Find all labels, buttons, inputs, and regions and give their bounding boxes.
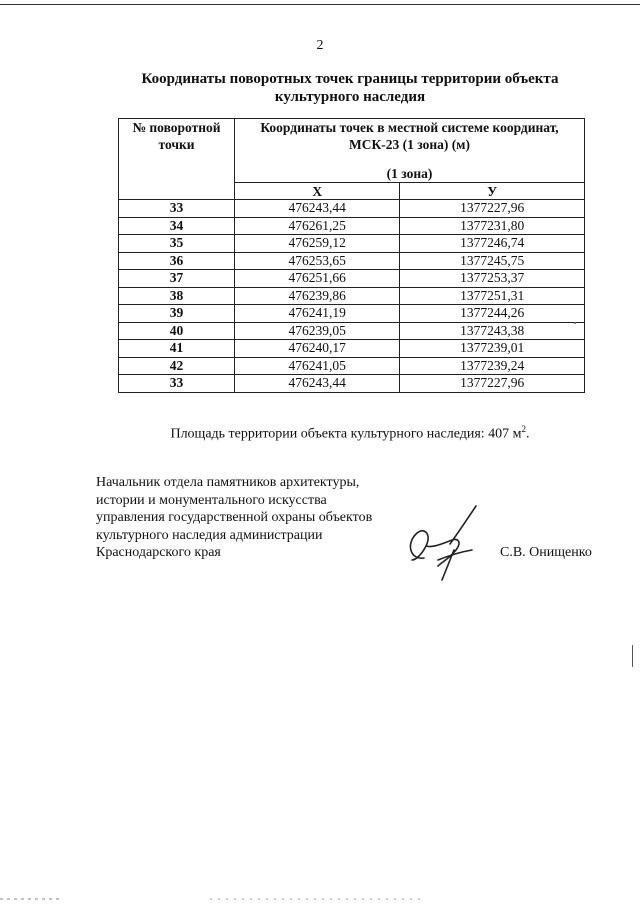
x-cell: 476261,25	[235, 217, 400, 235]
area-end: .	[526, 426, 530, 442]
y-cell: 1377239,24	[400, 357, 585, 375]
table-row	[119, 252, 585, 270]
y-cell: 1377251,31	[400, 287, 585, 305]
header-point-number	[119, 119, 235, 200]
table-row	[119, 270, 585, 288]
point-cell: 34	[119, 217, 235, 235]
signatory-title	[96, 474, 372, 562]
y-cell: 1377227,96	[400, 375, 585, 393]
header-coordinates	[235, 119, 585, 183]
x-cell: 476259,12	[235, 235, 400, 253]
point-cell: 41	[119, 340, 235, 358]
table-row	[119, 340, 585, 358]
table-row	[119, 375, 585, 393]
bottom-scan-marks	[0, 898, 640, 900]
signatory-line-4: культурного наследия администрации	[96, 527, 323, 543]
point-cell: 37	[119, 270, 235, 288]
y-cell: 1377253,37	[400, 270, 585, 288]
title-line-1: Координаты поворотных точек границы территории объекта	[141, 71, 559, 87]
point-cell: 36	[119, 252, 235, 270]
header-zone: (1 зона)	[386, 166, 433, 181]
x-cell: 476239,86	[235, 287, 400, 305]
y-cell: 1377246,74	[400, 235, 585, 253]
x-cell: 476239,05	[235, 322, 400, 340]
x-cell: 476241,05	[235, 357, 400, 375]
point-cell: 42	[119, 357, 235, 375]
table-row	[119, 287, 585, 305]
x-cell: 476243,44	[235, 200, 400, 218]
y-cell: 1377243,38	[400, 322, 585, 340]
table-row	[119, 217, 585, 235]
document-title	[120, 70, 580, 106]
y-cell: 1377239,01	[400, 340, 585, 358]
header-x: Х	[235, 183, 400, 200]
header-coords-line-1: Координаты точек в местной системе координат,	[260, 120, 559, 135]
header-point-line-2: точки	[158, 137, 195, 152]
handwritten-signature	[402, 500, 482, 585]
scan-edge-mark	[632, 645, 633, 667]
area-statement	[0, 424, 640, 443]
x-cell: 476240,17	[235, 340, 400, 358]
coordinates-table	[118, 118, 585, 393]
header-coords-line-2: МСК-23 (1 зона) (м)	[349, 137, 470, 152]
scan-speck	[574, 322, 576, 324]
y-cell: 1377244,26	[400, 305, 585, 323]
signatory-line-1: Начальник отдела памятников архитектуры,	[96, 475, 360, 490]
x-cell: 476243,44	[235, 375, 400, 393]
point-cell: 38	[119, 287, 235, 305]
table-row	[119, 305, 585, 323]
signatory-line-2: истории и монументального искусства	[96, 492, 327, 508]
table-row	[119, 235, 585, 253]
signatory-name: С.В. Онищенко	[500, 545, 592, 560]
x-cell: 476241,19	[235, 305, 400, 323]
header-point-line-1: № поворотной	[132, 120, 221, 135]
point-cell: 39	[119, 305, 235, 323]
point-cell: 40	[119, 322, 235, 340]
point-cell: 33	[119, 375, 235, 393]
top-scan-line	[0, 4, 640, 5]
header-y: У	[400, 183, 585, 200]
signatory-line-3: управления государственной охраны объектов	[96, 510, 373, 526]
y-cell: 1377231,80	[400, 217, 585, 235]
x-cell: 476253,65	[235, 252, 400, 270]
area-text: Площадь территории объекта культурного наследия: 407 м	[170, 426, 522, 442]
point-cell: 35	[119, 235, 235, 253]
y-cell: 1377227,96	[400, 200, 585, 218]
signatory-line-5: Краснодарского края	[96, 545, 221, 561]
table-row	[119, 322, 585, 340]
page-number: 2	[316, 38, 324, 53]
area-unit-superscript: 2	[521, 424, 527, 434]
point-cell: 33	[119, 200, 235, 218]
x-cell: 476251,66	[235, 270, 400, 288]
table-row	[119, 200, 585, 218]
title-line-2: культурного наследия	[274, 89, 426, 105]
y-cell: 1377245,75	[400, 252, 585, 270]
table-row	[119, 357, 585, 375]
